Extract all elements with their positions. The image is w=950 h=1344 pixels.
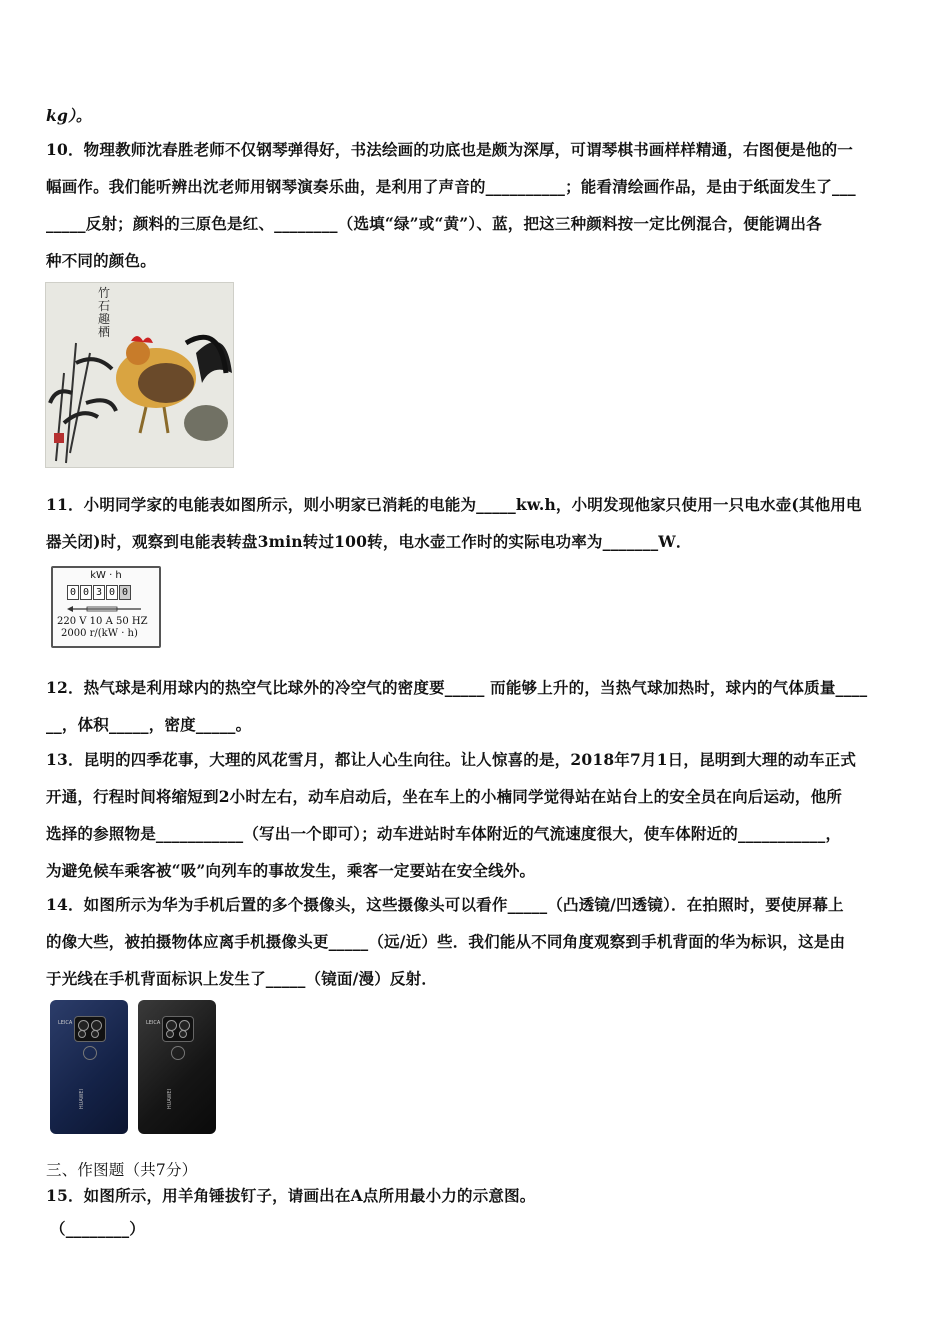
leica-label: LEICA [58,1020,73,1026]
question-14-line-2: 的像大些，被拍摄物体应离手机摄像头更_____（远/近）些．我们能从不同角度观察到手机背面的华为标识，这是由 [46,932,846,951]
leica-label: LEICA [146,1020,161,1026]
meter-digits [67,585,131,600]
meter-unit: kW · h [90,570,122,581]
huawei-phones-image [50,1000,218,1134]
meter-spec-revolutions: 2000 r/(kW · h) [61,628,138,639]
electric-meter [51,566,161,648]
meter-digit: 0 [119,585,131,600]
camera-module-icon [162,1016,194,1042]
question-13-line-3: 选择的参照物是___________（写出一个即可）；动车进站时车体附近的气流速度很大，使车体附近的___________， [46,824,842,843]
brand-logo: HUAWEI [79,1088,86,1110]
phone-blue [50,1000,128,1134]
lens-icon [91,1030,99,1038]
painting-inscription: 竹石趣栖 [98,286,111,339]
lens-icon [166,1030,174,1038]
question-10-line-3: _____反射；颜料的三原色是红、________（选填“绿”或“黄”）、蓝，把这三种颜料按一定比例混合，便能调出各 [46,214,822,233]
question-10-line-4: 种不同的颜色。 [46,251,156,270]
question-11-line-1: 11．小明同学家的电能表如图所示，则小明家已消耗的电能为_____kw.h，小明发现他家只使用一只电水壶(其他用电 [46,495,862,514]
camera-module-icon [74,1016,106,1042]
question-12-line-1: 12．热气球是利用球内的热空气比球外的冷空气的密度要_____ 而能够上升的，当热气球加热时，球内的气体质量____ [46,678,868,697]
meter-spec-rating: 220 V 10 A 50 HZ [57,616,148,627]
question-13-line-2: 开通，行程时间将缩短到2小时左右，动车启动后，坐在车上的小楠同学觉得站在站台上的安全员在向后运动，他所 [46,787,842,806]
fingerprint-sensor-icon [171,1046,185,1060]
question-13-line-1: 13．昆明的四季花事，大理的风花雪月，都让人心生向往。让人惊喜的是，2018年7月1日，昆明到大理的动车正式 [46,750,857,769]
phone-black [138,1000,216,1134]
question-10-line-2: 幅画作。我们能听辨出沈老师用钢琴演奏乐曲，是利用了声音的__________；能看清绘画作品，是由于纸面发生了___ [46,177,856,196]
fingerprint-sensor-icon [83,1046,97,1060]
meter-digit: 3 [93,585,105,600]
question-11-line-2: 器关闭)时，观察到电能表转盘3min转过100转，电水壶工作时的实际电功率为_______W． [46,532,692,551]
answer-blank: （________） [50,1219,146,1238]
question-12-line-2: __，体积_____，密度_____。 [46,715,252,734]
meter-digit: 0 [106,585,118,600]
meter-dial-arrow-icon [67,605,147,613]
lens-icon [179,1030,187,1038]
brand-logo: HUAWEI [167,1088,174,1110]
question-15-line-1: 15．如图所示，用羊角锤拔钉子，请画出在A点所用最小力的示意图。 [46,1186,536,1205]
painting-image [45,282,234,468]
section-heading: 三、作图题（共7分） [46,1161,198,1179]
meter-digit: 0 [67,585,79,600]
text-line: kg）。 [46,106,92,125]
meter-digit: 0 [80,585,92,600]
question-14-line-1: 14．如图所示为华为手机后置的多个摄像头，这些摄像头可以看作_____（凸透镜/凹透镜）．在拍照时，要使屏幕上 [46,895,844,914]
question-10-line-1: 10．物理教师沈春胜老师不仅钢琴弹得好，书法绘画的功底也是颇为深厚，可谓琴棋书画样样精通，右图便是他的一 [46,140,853,159]
question-14-line-3: 于光线在手机背面标识上发生了_____（镜面/漫）反射． [46,969,438,988]
lens-icon [78,1030,86,1038]
question-13-line-4: 为避免候车乘客被“吸”向列车的事故发生，乘客一定要站在安全线外。 [46,861,536,880]
rooster-painting-icon [46,283,233,467]
